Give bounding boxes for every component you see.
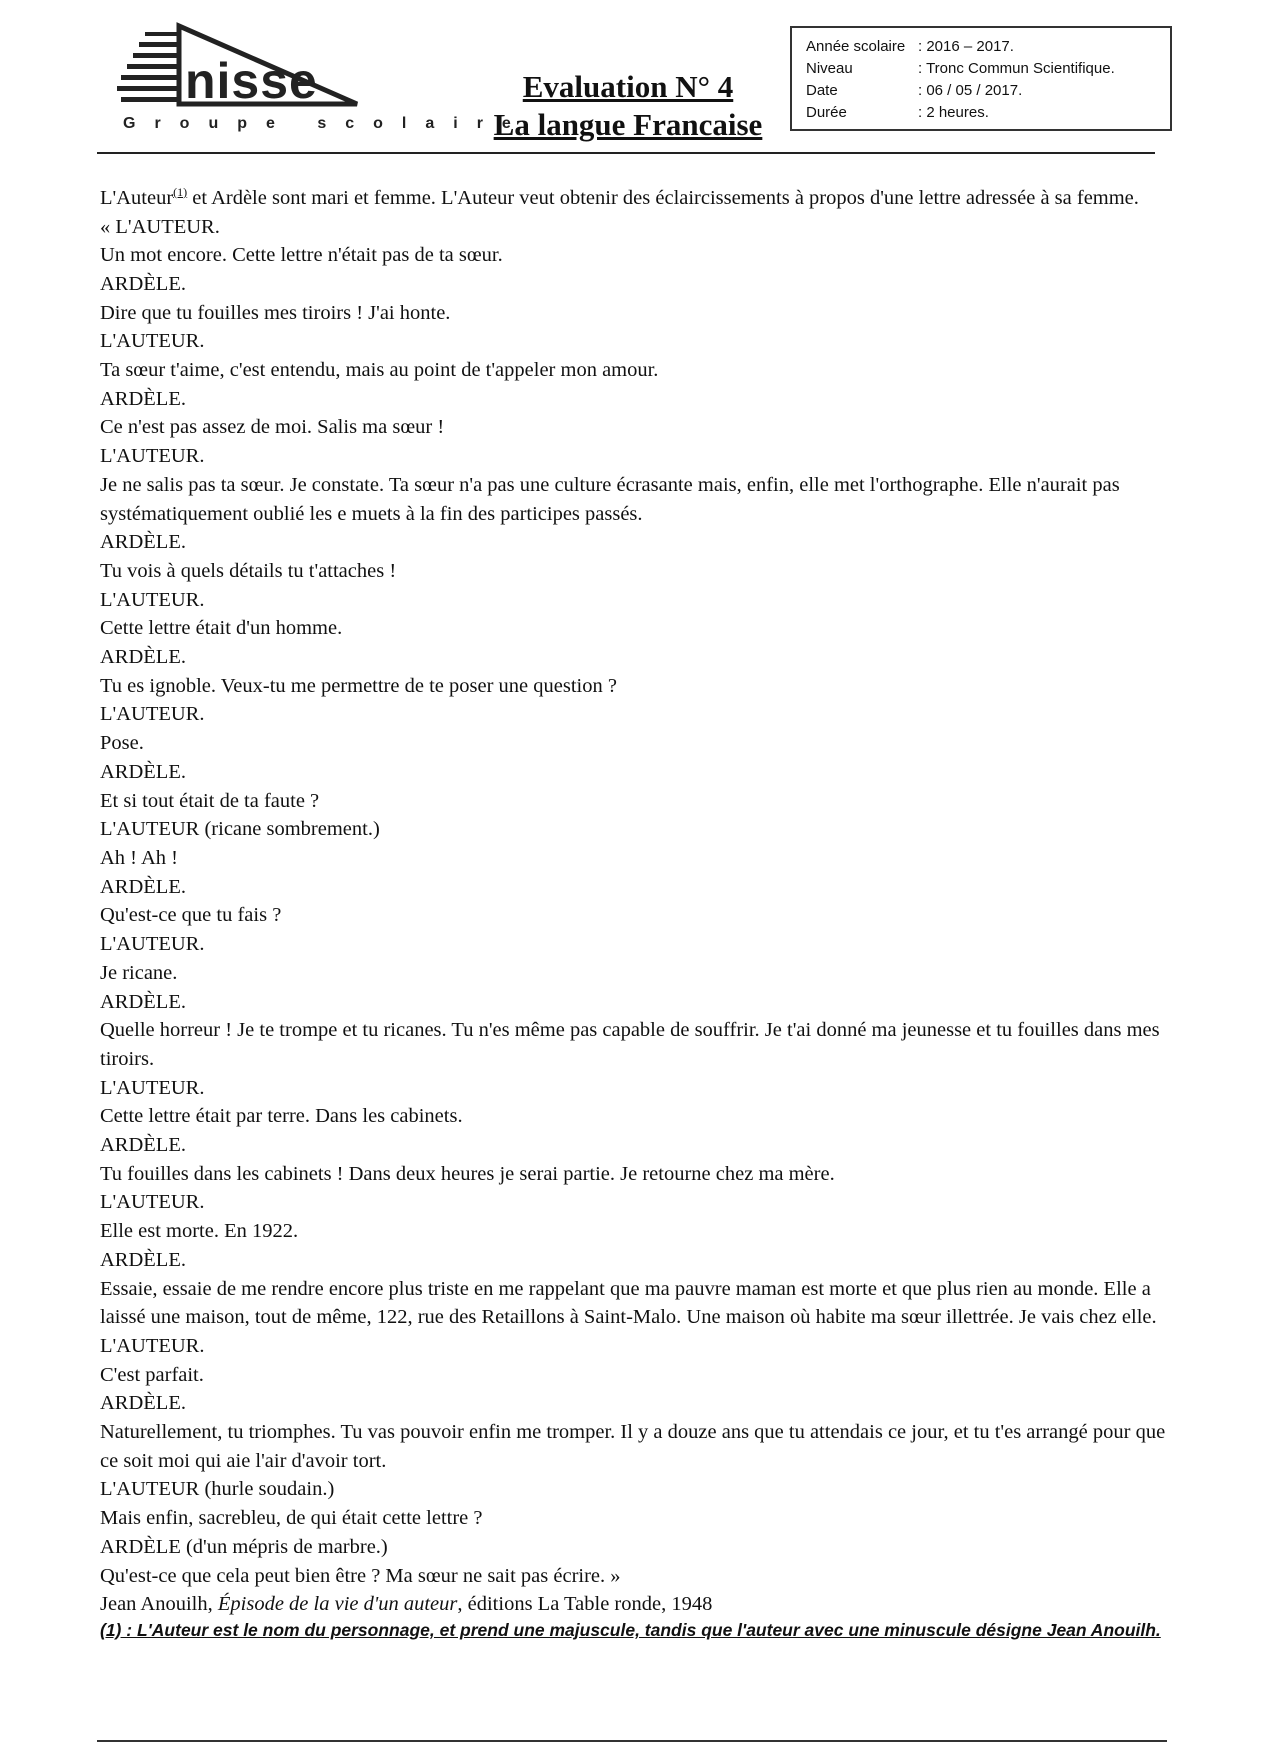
dialogue-line: ARDÈLE. xyxy=(100,760,186,783)
info-label: Durée xyxy=(806,104,847,121)
dialogue-line: Ah ! Ah ! xyxy=(100,847,179,869)
dialogue-line: Ce n'est pas assez de moi. Salis ma sœur ! xyxy=(100,416,445,439)
dialogue-line: Ta sœur t'aime, c'est entendu, mais au point de t'appeler mon amour. xyxy=(100,359,659,382)
dialogue-line: Qu'est-ce que cela peut bien être ? Ma sœur ne sait pas écrire. » xyxy=(100,1564,621,1587)
citation xyxy=(100,1590,1180,1619)
footer-divider xyxy=(97,1740,1167,1742)
exam-title: Evaluation N° 4 xyxy=(522,69,734,104)
dialogue-line: L'AUTEUR. xyxy=(100,1334,205,1357)
dialogue-line: ARDÈLE. xyxy=(100,1248,186,1271)
intro-rest: et Ardèle sont mari et femme. L'Auteur veut obtenir des éclaircissements à propos d'une lettre adressée à sa femme. xyxy=(187,186,1139,209)
dialogue-line: Pose. xyxy=(100,732,144,755)
exam-info-box xyxy=(790,26,1172,131)
dialogue-line: Je ricane. xyxy=(100,961,178,984)
dialogue-line: Cette lettre était par terre. Dans les cabinets. xyxy=(100,1105,463,1128)
citation-author: Jean Anouilh, xyxy=(100,1593,218,1616)
info-value: : 2016 – 2017. xyxy=(918,38,1014,55)
dialogue-line: L'AUTEUR (ricane sombrement.) xyxy=(100,818,380,841)
school-logo xyxy=(117,20,530,140)
dialogue-line: ARDÈLE. xyxy=(100,875,186,898)
dialogue-line: Qu'est-ce que tu fais ? xyxy=(100,904,282,927)
dialogue-line: Cette lettre était d'un homme. xyxy=(100,617,343,640)
dialogue-line: L'AUTEUR. xyxy=(100,1076,205,1099)
exam-title-block xyxy=(478,68,778,144)
dialogue-line: Et si tout était de ta faute ? xyxy=(100,789,320,812)
dialogue-line: Mais enfin, sacrebleu, de qui était cette lettre ? xyxy=(100,1507,483,1530)
dialogue-line: Naturellement, tu triomphes. Tu vas pouvoir enfin me tromper. Il y a douze ans que tu attendais ce jour, et tu t'es arrangé pour que ce soit moi qui aie l'air d'avoir tort. xyxy=(100,1421,1166,1472)
dialogue-line: ARDÈLE. xyxy=(100,387,186,410)
exam-subtitle: La langue Francaise xyxy=(493,107,763,142)
dialogue-line: L'AUTEUR. xyxy=(100,703,205,726)
info-label: Niveau xyxy=(806,60,853,77)
info-row-year xyxy=(806,36,1158,58)
footnote-ref: (1) xyxy=(173,185,188,199)
info-value: : 2 heures. xyxy=(918,104,989,121)
footnote: (1) : L'Auteur est le nom du personnage, et prend une majuscule, tandis que l'auteur avec une minuscule désigne Jean Anouilh. xyxy=(100,1619,1161,1640)
dialogue-line: Un mot encore. Cette lettre n'était pas de ta sœur. xyxy=(100,244,503,267)
header-divider xyxy=(97,152,1155,154)
info-row-duration xyxy=(806,102,1158,124)
dialogue-line: ARDÈLE. xyxy=(100,531,186,554)
dialogue-line: ARDÈLE (d'un mépris de marbre.) xyxy=(100,1535,388,1558)
info-row-date xyxy=(806,80,1158,102)
dialogue-line: L'AUTEUR. xyxy=(100,445,205,468)
dialogue-line: ARDÈLE. xyxy=(100,646,186,669)
dialogue-line: L'AUTEUR. xyxy=(100,588,205,611)
citation-title: Épisode de la vie d'un auteur xyxy=(217,1593,458,1616)
dialogue-line: Dire que tu fouilles mes tiroirs ! J'ai honte. xyxy=(100,301,451,324)
dialogue-line: Quelle horreur ! Je te trompe et tu ricanes. Tu n'es même pas capable de souffrir. Je t'ai donné ma jeunesse et tu fouilles dans mes tiroirs. xyxy=(100,1019,1160,1070)
dialogue-line: C'est parfait. xyxy=(100,1363,204,1386)
dialogue-line: Elle est morte. En 1922. xyxy=(100,1220,299,1243)
logo-subtitle: Groupe scolaire xyxy=(123,115,530,132)
dialogue-line: Tu fouilles dans les cabinets ! Dans deux heures je serai partie. Je retourne chez ma mère. xyxy=(100,1162,835,1185)
dialogue xyxy=(100,213,1180,1591)
dialogue-line: ARDÈLE. xyxy=(100,1392,186,1415)
info-row-level xyxy=(806,58,1158,80)
dialogue-line: L'AUTEUR (hurle soudain.) xyxy=(100,1478,335,1501)
dialogue-line: L'AUTEUR. xyxy=(100,933,205,956)
dialogue-line: « L'AUTEUR. xyxy=(100,215,220,238)
dialogue-line: L'AUTEUR. xyxy=(100,1191,205,1214)
intro-paragraph xyxy=(100,178,1180,213)
exam-text xyxy=(100,178,1180,1641)
dialogue-line: L'AUTEUR. xyxy=(100,330,205,353)
dialogue-line: Tu vois à quels détails tu t'attaches ! xyxy=(100,559,397,582)
info-label: Date xyxy=(806,82,838,99)
intro-start: L'Auteur xyxy=(100,186,174,209)
dialogue-line: Essaie, essaie de me rendre encore plus triste en me rappelant que ma pauvre maman est morte et que plus rien au monde. Elle a laissé une maison, tout de même, 122, rue des Retaillons à Saint-Malo. Une maison où habite ma sœur illettrée. Je vais chez elle. xyxy=(100,1277,1157,1329)
dialogue-line: ARDÈLE. xyxy=(100,272,186,295)
dialogue-line: Tu es ignoble. Veux-tu me permettre de te poser une question ? xyxy=(100,674,617,697)
info-value: : Tronc Commun Scientifique. xyxy=(918,60,1115,77)
logo-name: nisse xyxy=(185,53,318,109)
dialogue-line: Je ne salis pas ta sœur. Je constate. Ta sœur n'a pas une culture écrasante mais, enfin, elle met l'orthographe. Elle n'aurait pas systématiquement oublié les e muets à la fin des participes passés. xyxy=(100,473,1120,525)
dialogue-line: ARDÈLE. xyxy=(100,990,186,1013)
info-label: Année scolaire xyxy=(806,38,906,55)
citation-rest: , éditions La Table ronde, 1948 xyxy=(457,1593,713,1616)
info-value: : 06 / 05 / 2017. xyxy=(918,82,1023,99)
dialogue-line: ARDÈLE. xyxy=(100,1134,186,1157)
